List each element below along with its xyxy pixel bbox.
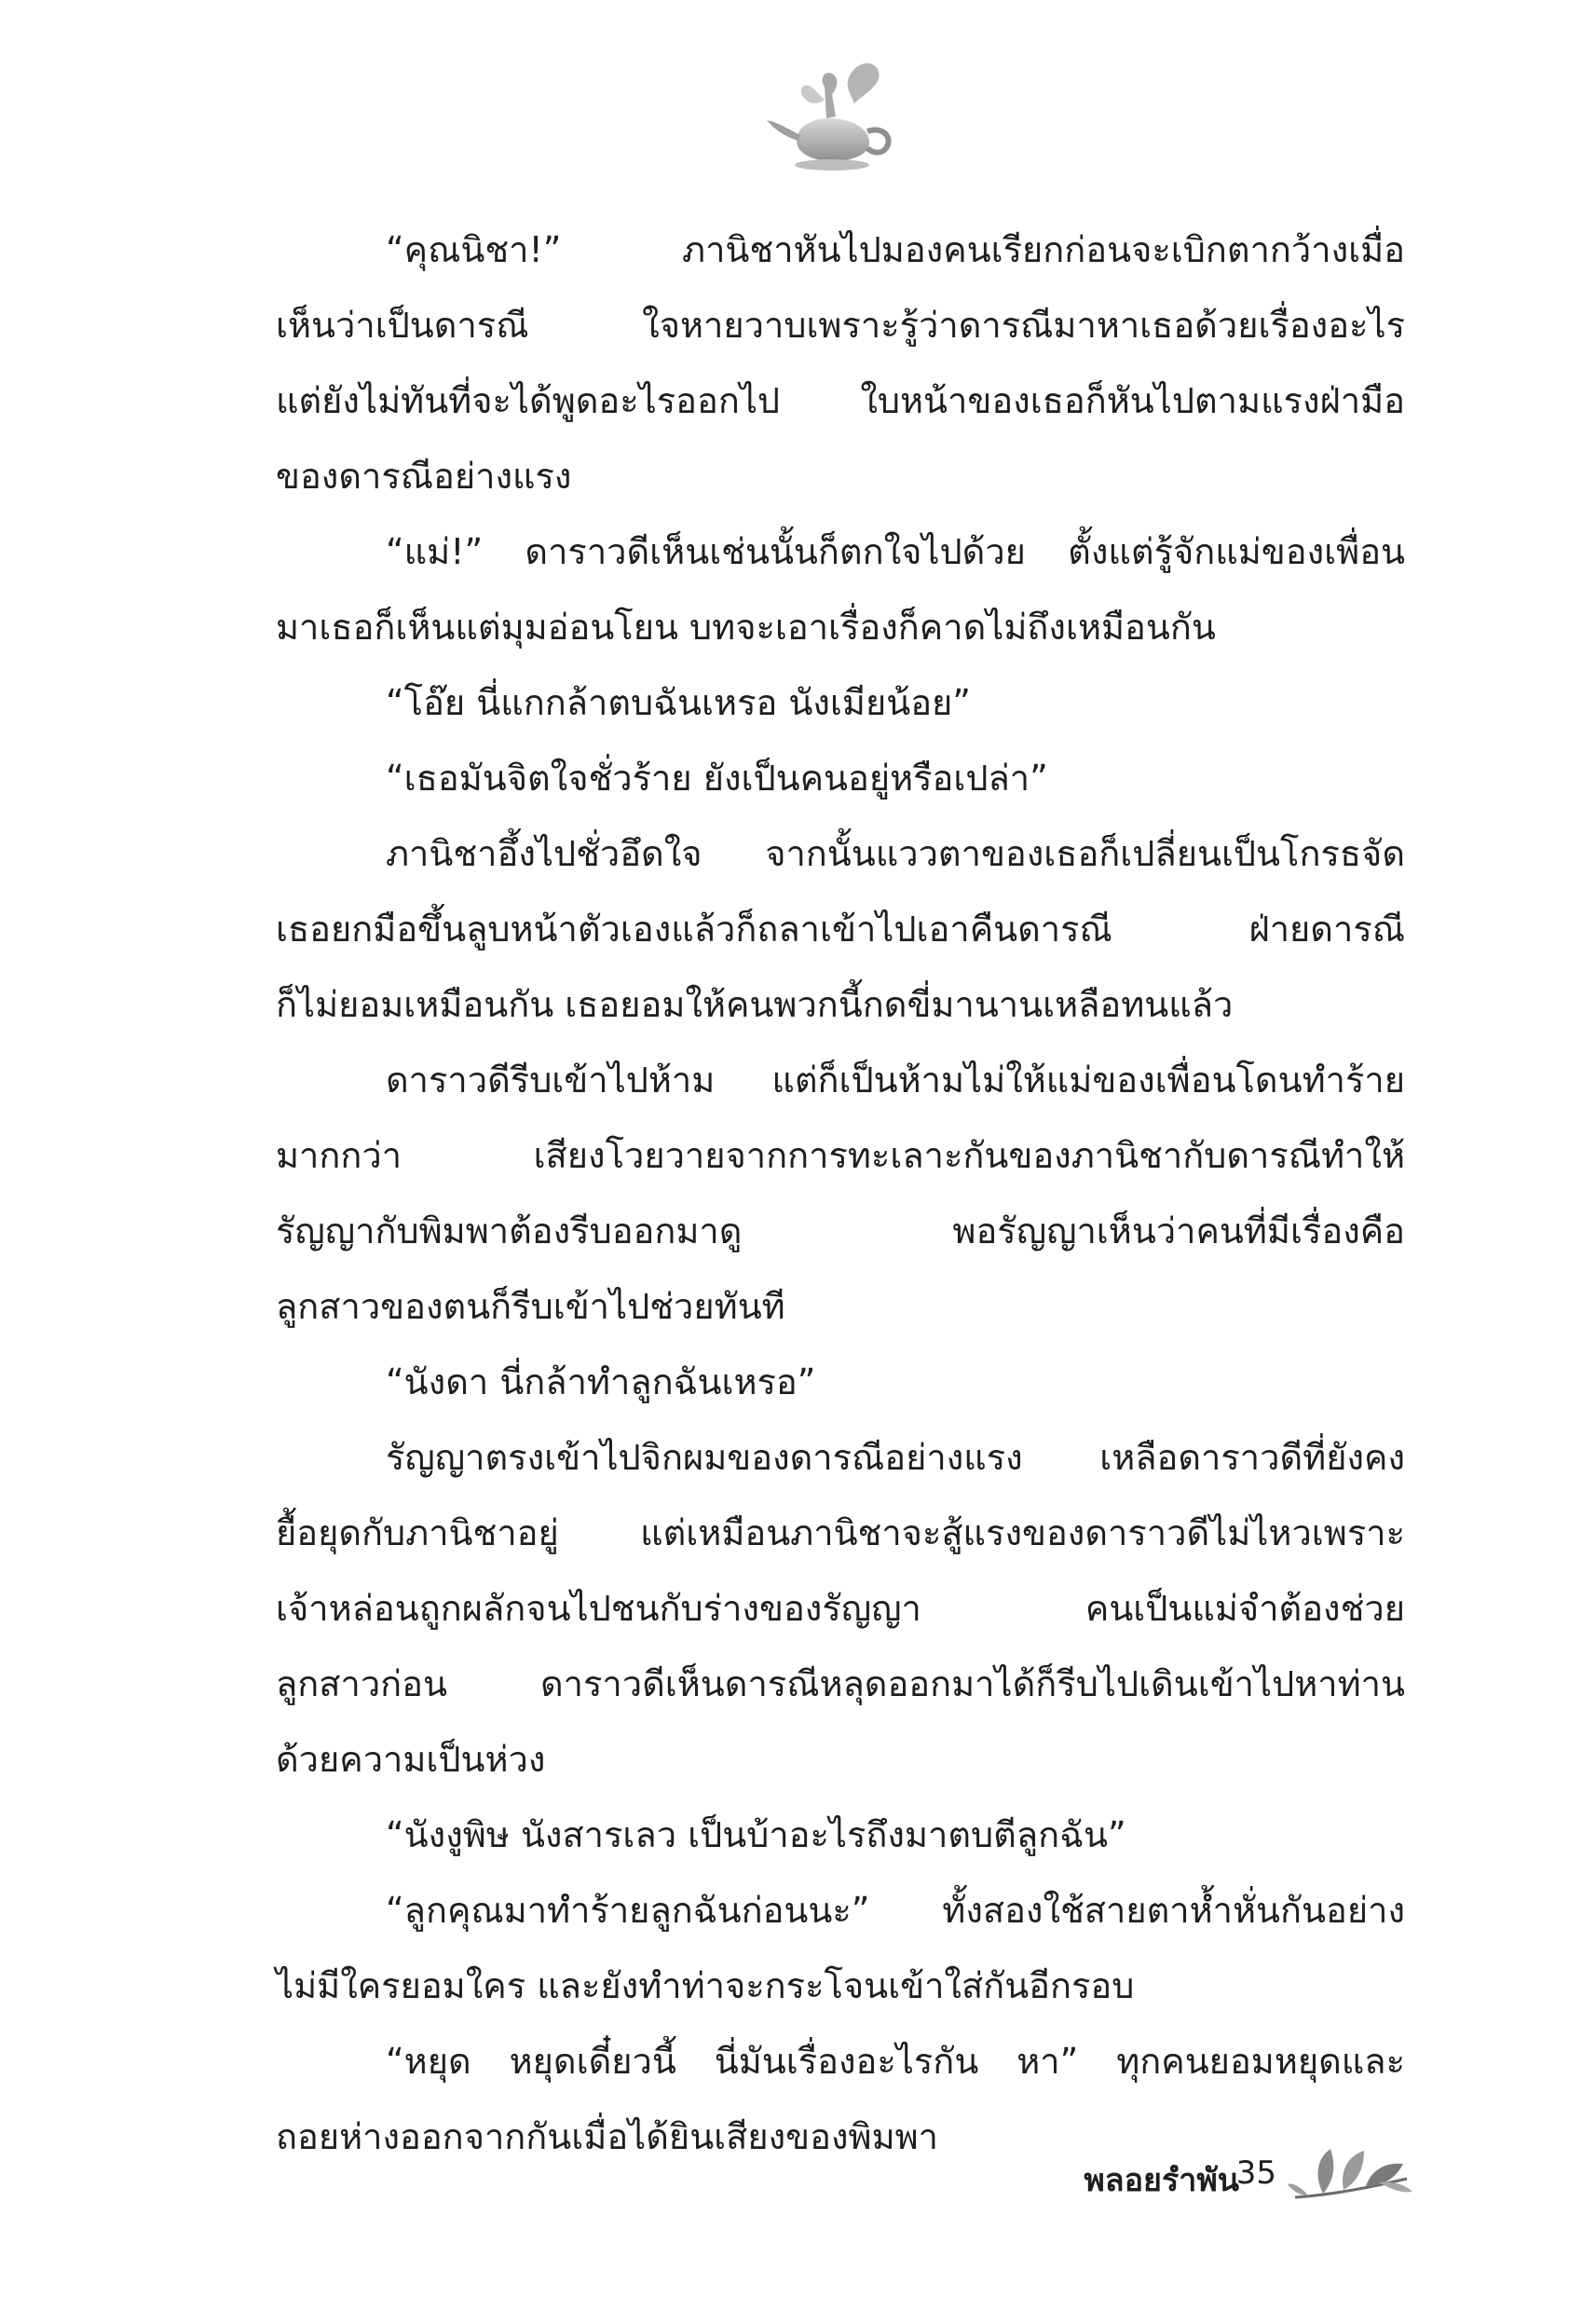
- text-line: “หยุด หยุดเดี๋ยวนี้ นี่มันเรื่องอะไรกัน หา” ทุกคนยอมหยุดและ: [386, 2041, 1405, 2082]
- teapot-fairy-icon: [759, 51, 899, 177]
- text-line: ถอยห่างออกจากกันเมื่อได้ยินเสียงของพิมพา: [276, 2116, 939, 2157]
- text-line: ของดารณีอย่างแรง: [276, 456, 572, 497]
- text-line: ไม่มีใครยอมใคร และยังทำท่าจะกระโจนเข้าใส่กันอีกรอบ: [276, 1965, 1135, 2006]
- page-footer: [932, 2141, 1416, 2216]
- text-line: รัญญาตรงเข้าไปจิกผมของดารณีอย่างแรง เหลือดาราวดีที่ยังคง: [386, 1437, 1405, 1478]
- text-line: ภานิชาอึ้งไปชั่วอึดใจ จากนั้นแววตาของเธอก็เปลี่ยนเป็นโกรธจัด: [386, 833, 1405, 874]
- text-line: “โอ๊ย นี่แกกล้าตบฉันเหรอ นังเมียน้อย”: [386, 682, 971, 723]
- text-line: ก็ไม่ยอมเหมือนกัน เธอยอมให้คนพวกนี้กดขี่มานานเหลือทนแล้ว: [276, 984, 1234, 1025]
- text-line: “ลูกคุณมาทำร้ายลูกฉันก่อนนะ” ทั้งสองใช้สายตาห้ำหั่นกันอย่าง: [386, 1890, 1405, 1931]
- text-line: เห็นว่าเป็นดารณี ใจหายวาบเพราะรู้ว่าดารณีมาหาเธอด้วยเรื่องอะไร: [276, 305, 1405, 346]
- text-line: “แม่!” ดาราวดีเห็นเช่นนั้นก็ตกใจไปด้วย ตั้งแต่รู้จักแม่ของเพื่อน: [386, 531, 1405, 572]
- page-number: 35: [1235, 2154, 1276, 2192]
- text-line: “คุณนิชา!” ภานิชาหันไปมองคนเรียกก่อนจะเบิกตากว้างเมื่อ: [386, 229, 1405, 270]
- text-line: ยื้อยุดกับภานิชาอยู่ แต่เหมือนภานิชาจะสู้แรงของดาราวดีไม่ไหวเพราะ: [276, 1512, 1405, 1553]
- book-title: พลอยรำพัน: [1084, 2162, 1239, 2199]
- text-line: เธอยกมือขึ้นลูบหน้าตัวเองแล้วก็ถลาเข้าไปเอาคืนดารณี ฝ่ายดารณี: [276, 909, 1405, 950]
- text-line: “นังงูพิษ นังสารเลว เป็นบ้าอะไรถึงมาตบตีลูกฉัน”: [386, 1814, 1126, 1855]
- text-line: มากกว่า เสียงโวยวายจากการทะเลาะกันของภานิชากับดารณีทำให้: [276, 1135, 1405, 1176]
- text-line: ลูกสาวก่อน ดาราวดีเห็นดารณีหลุดออกมาได้ก็รีบไปเดินเข้าไปหาท่าน: [276, 1663, 1405, 1704]
- text-line: ลูกสาวของตนก็รีบเข้าไปช่วยทันที: [276, 1286, 785, 1327]
- body-text: [276, 212, 1405, 2175]
- text-line: “เธอมันจิตใจชั่วร้าย ยังเป็นคนอยู่หรือเปล่า”: [386, 758, 1048, 799]
- text-line: ด้วยความเป็นห่วง: [276, 1739, 546, 1780]
- text-line: ดาราวดีรีบเข้าไปห้าม แต่ก็เป็นห้ามไม่ให้แม่ของเพื่อนโดนทำร้าย: [386, 1060, 1405, 1101]
- tea-leaf-icon: [1286, 2141, 1416, 2207]
- text-line: รัญญากับพิมพาต้องรีบออกมาดู พอรัญญาเห็นว่าคนที่มีเรื่องคือ: [276, 1210, 1405, 1251]
- text-line: มาเธอก็เห็นแต่มุมอ่อนโยน บทจะเอาเรื่องก็คาดไม่ถึงเหมือนกัน: [276, 607, 1216, 648]
- text-line: “นังดา นี่กล้าทำลูกฉันเหรอ”: [386, 1361, 816, 1402]
- text-line: เจ้าหล่อนถูกผลักจนไปชนกับร่างของรัญญา คนเป็นแม่จำต้องช่วย: [276, 1588, 1405, 1629]
- text-line: แต่ยังไม่ทันที่จะได้พูดอะไรออกไป ใบหน้าของเธอก็หันไปตามแรงฝ่ามือ: [276, 380, 1405, 421]
